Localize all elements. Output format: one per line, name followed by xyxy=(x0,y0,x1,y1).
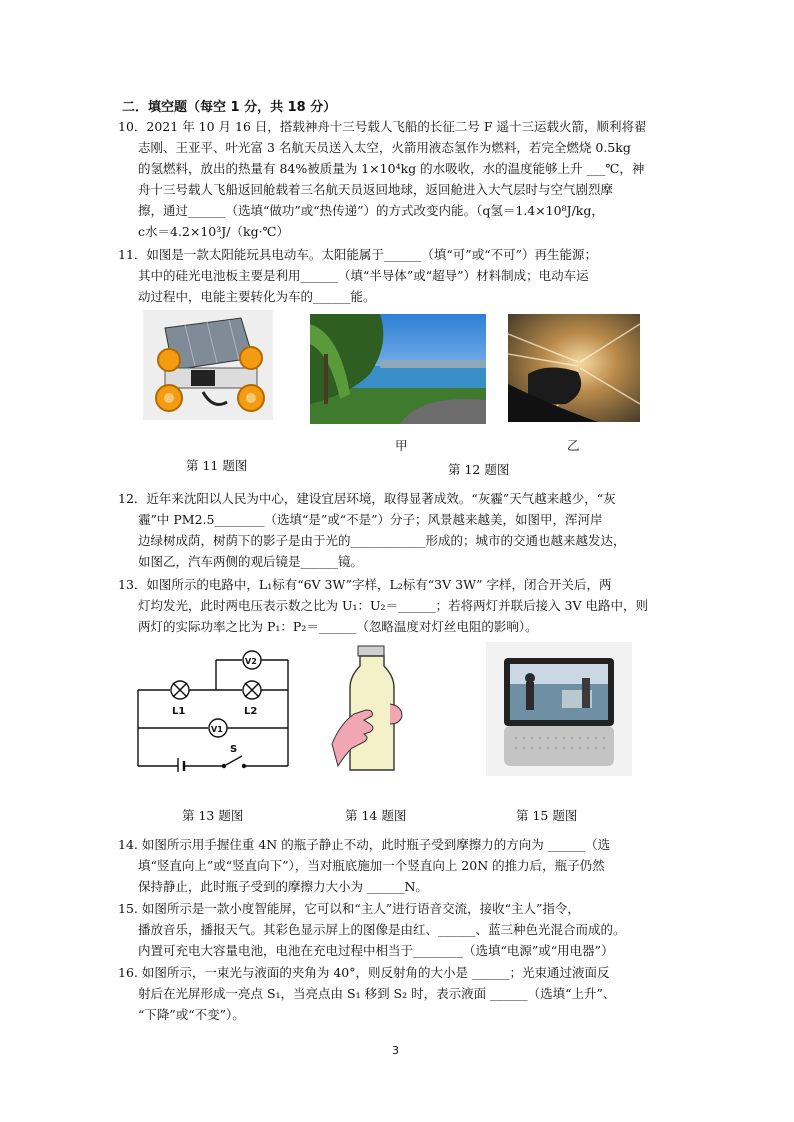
q12-line-4: 如图乙，汽车两侧的观后镜是______镜。 xyxy=(138,554,364,569)
q13-line-2: 灯均发光，此时两电压表示数之比为 U₁：U₂＝______；若将两灯并联后接入 3V 电路中，则 xyxy=(138,598,648,613)
q15-line-2: 播放音乐，播报天气。其彩色显示屏上的图像是由红、______、蓝三种色光混合而成的。 xyxy=(138,922,626,937)
solar-toy-car-image xyxy=(143,310,273,420)
page-number: 3 xyxy=(392,1044,399,1057)
q10-line-3: 的氢燃料，放出的热量有 84%被质量为 1×10⁴kg 的水吸收，水的温度能够上升 ___℃，神 xyxy=(138,161,645,176)
question-15 xyxy=(118,898,678,961)
caption-fig-12-a: 甲 xyxy=(395,438,408,453)
question-13 xyxy=(118,574,678,637)
riverside-trees-image xyxy=(310,314,486,424)
q12-line-2: 霾”中 PM2.5________（选填“是”或“不是”）分子；风景越来越美，如图甲，浑河岸 xyxy=(138,512,603,527)
lamp-2-label: L2 xyxy=(244,706,258,717)
q12-line-1: 12．近年来沈阳以人民为中心，建设宜居环境，取得显著成效。“灰霾”天气越来越少，“灰 xyxy=(118,491,616,506)
section-title: 二．填空题（每空 1 分，共 18 分） xyxy=(122,100,337,115)
voltmeter-1-label: V1 xyxy=(211,725,223,734)
q12-line-3: 边绿树成荫，树荫下的影子是由于光的____________形成的；城市的交通也越来越发达， xyxy=(138,533,626,548)
caption-fig-12: 第 12 题图 xyxy=(448,462,510,477)
switch-label: S xyxy=(230,744,238,755)
q14-line-2: 填“竖直向上”或“竖直向下”），当对瓶底施加一个竖直向上 20N 的推力后，瓶子仍然 xyxy=(138,858,605,873)
caption-fig-15: 第 15 题图 xyxy=(516,808,578,823)
q11-line-2: 其中的硅光电池板主要是利用______（填“半导体”或“超导”）材料制成；电动车运 xyxy=(138,268,589,283)
question-14 xyxy=(118,834,678,897)
hand-holding-bottle-image xyxy=(330,644,414,774)
q10-line-6: c水＝4.2×10³J/（kg·℃） xyxy=(138,224,290,239)
smart-display-image xyxy=(486,642,632,776)
question-11 xyxy=(118,244,678,307)
q11-line-1: 11．如图是一款太阳能玩具电动车。太阳能属于______（填“可”或“不可”）再生能源； xyxy=(118,247,597,262)
caption-fig-14: 第 14 题图 xyxy=(345,808,407,823)
q14-line-3: 保持静止，此时瓶子受到的摩擦力大小为 ______N。 xyxy=(138,879,428,894)
voltmeter-2-label: V2 xyxy=(245,657,257,666)
q10-line-5: 擦，通过______（选填“做功”或“热传递”）的方式改变内能。（q氢＝1.4×10⁸J/kg， xyxy=(138,203,604,218)
car-side-mirror-image xyxy=(508,314,640,422)
caption-fig-11: 第 11 题图 xyxy=(186,458,248,473)
caption-fig-13: 第 13 题图 xyxy=(182,808,244,823)
q10-line-2: 志刚、王亚平、叶光富 3 名航天员送入太空，火箭用液态氢作为燃料，若完全燃烧 0.5kg xyxy=(138,140,631,155)
question-12 xyxy=(118,488,678,572)
q15-line-1: 15. 如图所示是一款小度智能屏，它可以和“主人”进行语音交流，接收“主人”指令， xyxy=(118,901,580,916)
question-10 xyxy=(118,116,678,242)
caption-fig-12-b: 乙 xyxy=(567,438,580,453)
q16-line-2: 射后在光屏形成一亮点 S₁，当亮点由 S₁ 移到 S₂ 时，表示液面 ______（选填“上升”、 xyxy=(138,986,616,1001)
q10-line-4: 舟十三号载人飞船返回舱载着三名航天员返回地球，返回舱进入大气层时与空气剧烈摩 xyxy=(138,182,614,197)
question-16 xyxy=(118,962,678,1025)
q15-line-3: 内置可充电大容量电池，电池在充电过程中相当于________（选填“电源”或“用电器”） xyxy=(138,943,614,958)
q10-line-1: 10．2021 年 10 月 16 日，搭载神舟十三号载人飞船的长征二号 F 遥十三运载火箭，顺利将翟 xyxy=(118,119,647,134)
q16-line-3: “下降”或“不变”）。 xyxy=(138,1007,245,1022)
lamp-1-label: L1 xyxy=(172,706,186,717)
q16-line-1: 16. 如图所示，一束光与液面的夹角为 40°，则反射角的大小是 ______；光束通过液面反 xyxy=(118,965,610,980)
q14-line-1: 14. 如图所示用手握住重 4N 的瓶子静止不动，此时瓶子受到摩擦力的方向为 ______（选 xyxy=(118,837,611,852)
circuit-diagram xyxy=(128,644,300,772)
q11-line-3: 动过程中，电能主要转化为车的______能。 xyxy=(138,289,376,304)
q13-line-3: 两灯的实际功率之比为 P₁：P₂＝______（忽略温度对灯丝电阻的影响）。 xyxy=(138,619,538,634)
q13-line-1: 13．如图所示的电路中，L₁标有“6V 3W”字样，L₂标有“3V 3W” 字样，闭合开关后，两 xyxy=(118,577,612,592)
